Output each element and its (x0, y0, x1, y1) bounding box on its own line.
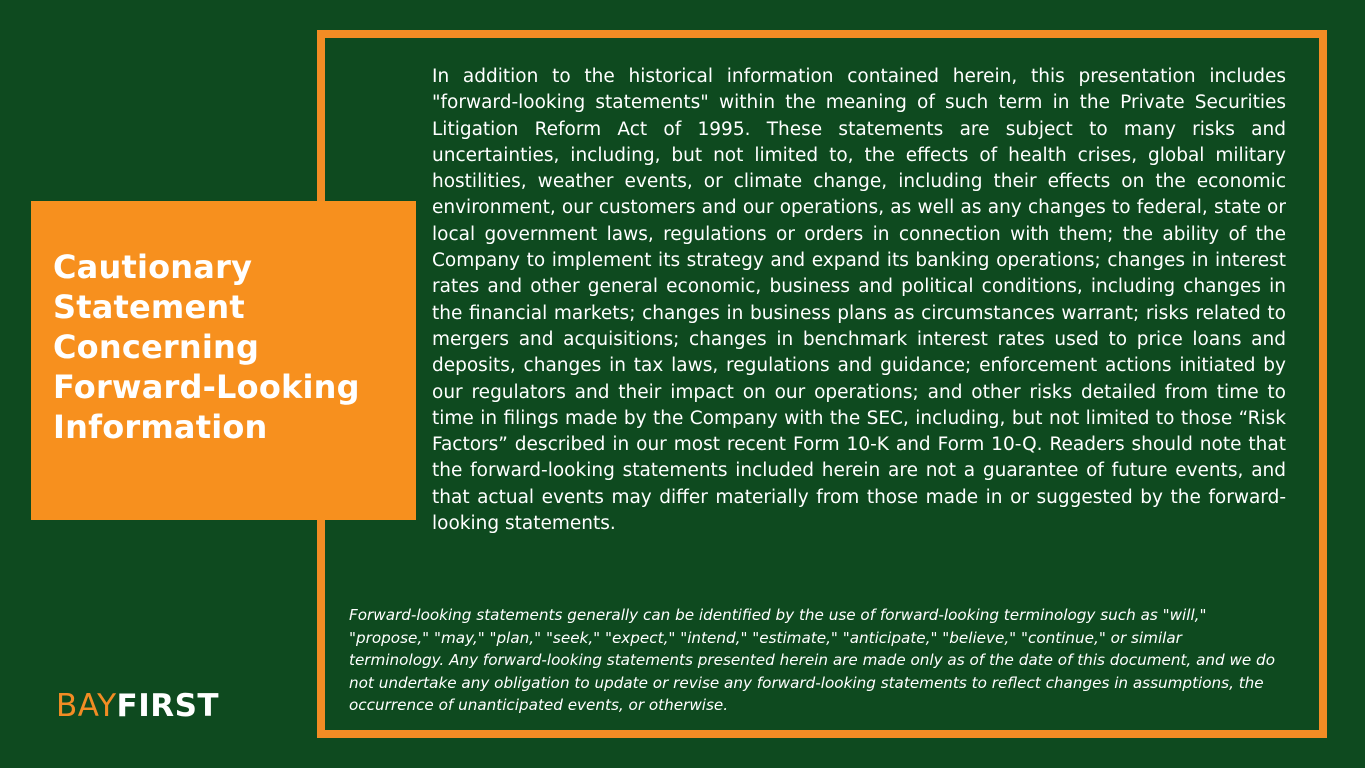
logo-text-first: FIRST (116, 688, 220, 724)
slide-title: Cautionary Statement Concerning Forward-Looking Information (53, 248, 360, 446)
bayfirst-logo (56, 688, 219, 724)
disclaimer-body: In addition to the historical information contained herein, this presentation includes "forward-looking statements" within the meaning of such term in the Private Securities Litigation Reform Act of 1995. These statements are subject to many risks and uncertainties, including, but not limited to, the effects of health crises, global military hostilities, weather events, or climate change, including their effects on the economic environment, our customers and our operations, as well as any changes to federal, state or local government laws, regulations or orders in connection with them; the ability of the Company to implement its strategy and expand its banking operations; changes in interest rates and other general economic, business and political conditions, including changes in the financial markets; changes in business plans as circumstances warrant; risks related to mergers and acquisitions; changes in benchmark interest rates used to price loans and deposits, changes in tax laws, regulations and guidance; enforcement actions initiated by our regulators and their impact on our operations; and other risks detailed from time to time in filings made by the Company with the SEC, including, but not limited to those “Risk Factors” described in our most recent Form 10-K and Form 10-Q. Readers should note that the forward-looking statements included herein are not a guarantee of future events, and that actual events may differ materially from those made in or suggested by the forward-looking statements. (432, 66, 1286, 535)
title-box (31, 201, 416, 520)
disclaimer-footnote: Forward-looking statements generally can be identified by the use of forward-looking terminology such as "will," "propose," "may," "plan," "seek," "expect," "intend," "estimate," "anticipate," "believe," "continue," or similar terminology. Any forward-looking statements presented herein are made only as of the date of this document, and we do not undertake any obligation to update or revise any forward-looking statements to reflect changes in assumptions, the occurrence of unanticipated events, or otherwise. (349, 606, 1275, 715)
logo-text-bay: BAY (56, 688, 117, 724)
